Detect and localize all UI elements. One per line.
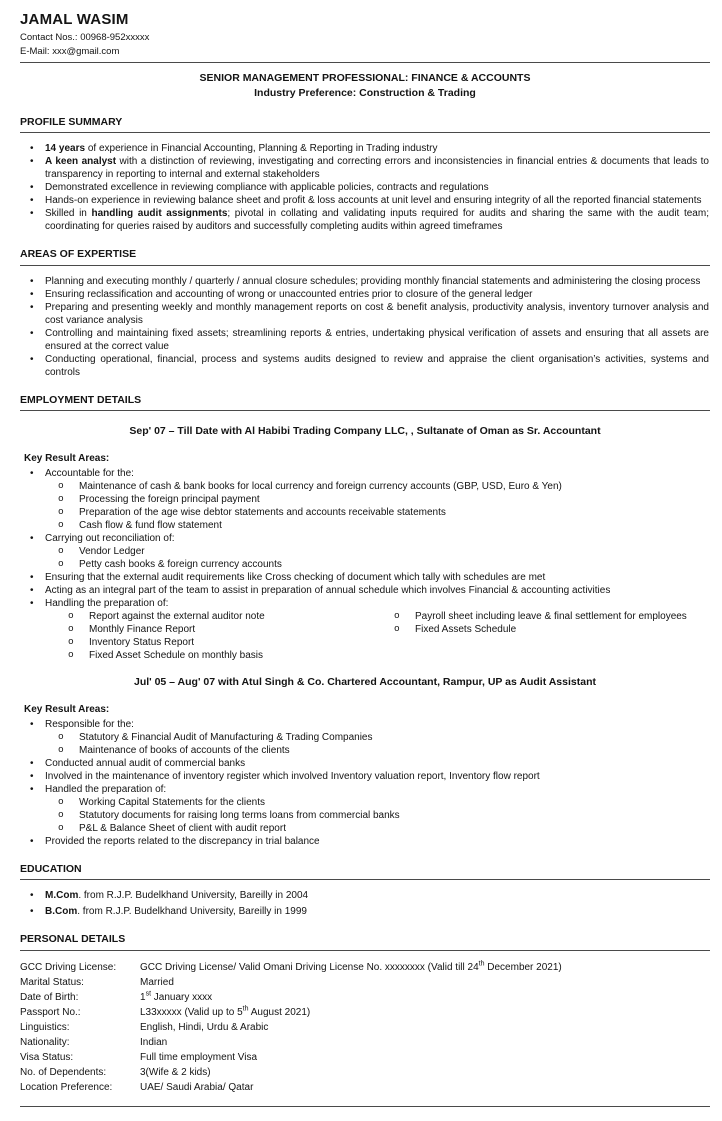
detail-value: L33xxxxx (Valid up to 5th August 2021) xyxy=(140,1005,311,1019)
bullet-circle-icon: o xyxy=(58,730,64,742)
bullet-dot-icon: • xyxy=(30,783,34,795)
bullet-circle-icon: o xyxy=(68,649,74,661)
expertise-item xyxy=(20,288,710,301)
bullet-text: Maintenance of cash & bank books for local currency and foreign currency accounts (GBP, USD, Euro & Yen) xyxy=(79,481,562,493)
bullet-text: Fixed Assets Schedule xyxy=(415,624,517,636)
bullet-text: Involved in the maintenance of inventory register which involved Inventory valuation report, Inventory flow report xyxy=(45,770,540,782)
bullet-dot-icon: • xyxy=(30,906,34,918)
bullet-text: Handling the preparation of: xyxy=(45,598,169,610)
section-heading-education: EDUCATION xyxy=(20,863,710,881)
job-duties-list xyxy=(20,718,710,848)
bullet-dot-icon: • xyxy=(30,275,34,287)
bullet-dot-icon: • xyxy=(30,835,34,847)
profile-summary-item xyxy=(20,155,710,181)
job-duty-item xyxy=(20,571,710,584)
education-item xyxy=(20,905,710,918)
bullet-circle-icon: o xyxy=(58,795,64,807)
bullet-dot-icon: • xyxy=(30,598,34,610)
job-duty-item xyxy=(20,584,710,597)
bullet-dot-icon: • xyxy=(30,301,34,313)
header xyxy=(20,10,710,58)
detail-value: 1st January xxxx xyxy=(140,990,213,1004)
bullet-circle-icon: o xyxy=(394,623,400,635)
job-entry xyxy=(20,676,710,848)
section-heading-employment-details: EMPLOYMENT DETAILS xyxy=(20,394,710,412)
detail-label: No. of Dependents: xyxy=(20,1067,107,1079)
detail-label: Visa Status: xyxy=(20,1052,74,1064)
personal-detail-row xyxy=(20,1021,710,1034)
section-profile-summary xyxy=(20,116,710,234)
bullet-text: Planning and executing monthly / quarterly / annual closure schedules; providing monthly financial statements and administering the closing process xyxy=(45,275,701,287)
bullet-text: Controlling and maintaining fixed assets; streamlining reports & entries, undertaking physical verification of assets and ensuring that all assets are ensured at the correct value xyxy=(45,327,709,352)
bullet-dot-icon: • xyxy=(30,718,34,730)
job-duty-subitem xyxy=(20,731,710,744)
job-duty-subitem xyxy=(20,558,710,571)
personal-detail-row xyxy=(20,1006,710,1019)
detail-value: English, Hindi, Urdu & Arabic xyxy=(140,1022,269,1034)
bullet-text: Maintenance of books of accounts of the clients xyxy=(79,744,290,756)
bullet-text: Petty cash books & foreign currency accounts xyxy=(79,559,282,571)
bullet-text: Ensuring reclassification and accounting of wrong or unaccounted entries prior to closure of the general ledger xyxy=(45,288,533,300)
bullet-text: Handled the preparation of: xyxy=(45,783,167,795)
bullet-text: Responsible for the: xyxy=(45,718,134,730)
section-heading-areas-of-expertise: AREAS OF EXPERTISE xyxy=(20,248,710,266)
bullet-dot-icon: • xyxy=(30,195,34,207)
detail-label: Location Preference: xyxy=(20,1082,113,1094)
job-duty-subitem xyxy=(20,545,710,558)
job-duty-subitem xyxy=(20,506,710,519)
contact-email: E-Mail: xxx@gmail.com xyxy=(20,45,120,57)
job-duty-subitem xyxy=(20,649,378,662)
expertise-item xyxy=(20,327,710,353)
expertise-item xyxy=(20,353,710,379)
bullet-text: Conducting operational, financial, process and systems audits designed to review and appraise the client organisation’s activities, systems and controls xyxy=(45,353,709,378)
bullet-dot-icon: • xyxy=(30,468,34,480)
contact-number: Contact Nos.: 00968-952xxxxx xyxy=(20,31,150,43)
job-duty-subitem xyxy=(378,623,710,636)
section-education xyxy=(20,863,710,919)
education-item xyxy=(20,889,710,902)
profile-summary-list xyxy=(20,142,710,233)
bullet-dot-icon: • xyxy=(30,182,34,194)
job-duty-subitem xyxy=(20,480,710,493)
sublist-column-left xyxy=(20,610,378,662)
bullet-text: Preparing and presenting weekly and monthly management reports on cost & benefit analysis, productivity analysis, inventory turnover analysis and cost variance analysis xyxy=(45,301,709,326)
bullet-circle-icon: o xyxy=(394,610,400,622)
bullet-text: Inventory Status Report xyxy=(89,637,195,649)
bullet-text: Vendor Ledger xyxy=(79,546,145,558)
bottom-divider xyxy=(20,1106,710,1107)
bullet-text: Fixed Asset Schedule on monthly basis xyxy=(89,650,263,662)
detail-label: Linguistics: xyxy=(20,1022,70,1034)
bullet-text: M.Com. from R.J.P. Budelkhand University, Bareilly in 2004 xyxy=(45,890,309,902)
bullet-circle-icon: o xyxy=(58,545,64,557)
job-duty-subitem xyxy=(20,822,710,835)
detail-value: UAE/ Saudi Arabia/ Qatar xyxy=(140,1082,254,1094)
bullet-text: Provided the reports related to the discrepancy in trial balance xyxy=(45,835,320,847)
bullet-text: P&L & Balance Sheet of client with audit report xyxy=(79,822,286,834)
bullet-dot-icon: • xyxy=(30,770,34,782)
key-result-areas-label: Key Result Areas: xyxy=(24,453,110,465)
detail-value: Indian xyxy=(140,1037,168,1049)
job-duties-list xyxy=(20,467,710,662)
job-duty-item xyxy=(20,718,710,731)
bullet-circle-icon: o xyxy=(58,493,64,505)
bullet-circle-icon: o xyxy=(58,480,64,492)
candidate-name: JAMAL WASIM xyxy=(20,11,129,28)
section-heading-profile-summary: PROFILE SUMMARY xyxy=(20,116,710,134)
job-duty-item xyxy=(20,757,710,770)
job-title: Sep' 07 – Till Date with Al Habibi Trading Company LLC, , Sultanate of Oman as Sr. Accountant xyxy=(129,425,601,438)
personal-detail-row xyxy=(20,961,710,974)
bullet-text: Cash flow & fund flow statement xyxy=(79,520,222,532)
job-duty-subitem xyxy=(20,519,710,532)
bullet-dot-icon: • xyxy=(30,288,34,300)
job-duty-item xyxy=(20,783,710,796)
personal-detail-row xyxy=(20,1051,710,1064)
bullet-circle-icon: o xyxy=(68,636,74,648)
job-duty-subitem xyxy=(20,493,710,506)
profile-summary-item xyxy=(20,207,710,233)
personal-detail-row xyxy=(20,1036,710,1049)
job-duty-item xyxy=(20,467,710,480)
bullet-circle-icon: o xyxy=(58,506,64,518)
job-title: Jul' 05 – Aug' 07 with Atul Singh & Co. Chartered Accountant, Rampur, UP as Audit Assistant xyxy=(133,676,596,689)
section-employment-details xyxy=(20,394,710,848)
detail-label: Nationality: xyxy=(20,1037,70,1049)
job-duty-item xyxy=(20,835,710,848)
bullet-circle-icon: o xyxy=(68,610,74,622)
job-duty-subitem xyxy=(20,636,378,649)
detail-value: Married xyxy=(140,977,174,989)
detail-value: Full time employment Visa xyxy=(140,1052,258,1064)
bullet-dot-icon: • xyxy=(30,572,34,584)
bullet-text: Statutory documents for raising long terms loans from commercial banks xyxy=(79,809,400,821)
areas-of-expertise-list xyxy=(20,275,710,379)
bullet-dot-icon: • xyxy=(30,533,34,545)
bullet-text: Accountable for the: xyxy=(45,468,134,480)
bullet-dot-icon: • xyxy=(30,327,34,339)
bullet-circle-icon: o xyxy=(58,743,64,755)
bullet-circle-icon: o xyxy=(68,623,74,635)
expertise-item xyxy=(20,301,710,327)
section-personal-details xyxy=(20,933,710,1107)
bullet-text: Payroll sheet including leave & final settlement for employees xyxy=(415,611,687,623)
personal-detail-row xyxy=(20,976,710,989)
bullet-dot-icon: • xyxy=(30,143,34,155)
bullet-text: 14 years of experience in Financial Accounting, Planning & Reporting in Trading industry xyxy=(45,143,438,155)
detail-label: Marital Status: xyxy=(20,977,84,989)
job-duty-item xyxy=(20,597,710,610)
key-result-areas-label: Key Result Areas: xyxy=(24,703,110,715)
detail-value: 3(Wife & 2 kids) xyxy=(140,1067,211,1079)
expertise-item xyxy=(20,275,710,288)
bullet-dot-icon: • xyxy=(30,208,34,220)
job-duty-subitem xyxy=(20,809,710,822)
title-block xyxy=(20,71,710,100)
detail-label: Passport No.: xyxy=(20,1007,81,1019)
bullet-text: Acting as an integral part of the team to assist in preparation of annual schedule which involves Financial & accounting activities xyxy=(45,585,611,597)
job-duty-subitem xyxy=(378,610,710,623)
detail-label: Date of Birth: xyxy=(20,992,79,1004)
job-duty-item xyxy=(20,532,710,545)
bullet-circle-icon: o xyxy=(58,808,64,820)
bullet-dot-icon: • xyxy=(30,585,34,597)
personal-details-table xyxy=(20,961,710,1094)
job-duty-subitem xyxy=(20,744,710,757)
section-heading-personal-details: PERSONAL DETAILS xyxy=(20,933,710,951)
sublist-column-right xyxy=(378,610,710,636)
bullet-text: Working Capital Statements for the clients xyxy=(79,796,266,808)
bullet-circle-icon: o xyxy=(58,821,64,833)
bullet-text: Ensuring that the external audit requirements like Cross checking of document which tally with schedules are met xyxy=(45,572,546,584)
header-divider xyxy=(20,62,710,63)
personal-detail-row xyxy=(20,991,710,1004)
bullet-dot-icon: • xyxy=(30,757,34,769)
jobs-container xyxy=(20,425,710,847)
professional-title: SENIOR MANAGEMENT PROFESSIONAL: FINANCE & ACCOUNTS xyxy=(199,72,531,85)
job-duty-subitem xyxy=(20,610,378,623)
bullet-text: Carrying out reconciliation of: xyxy=(45,533,175,545)
section-areas-of-expertise xyxy=(20,248,710,379)
bullet-dot-icon: • xyxy=(30,353,34,365)
personal-detail-row xyxy=(20,1066,710,1079)
bullet-text: Report against the external auditor note xyxy=(89,611,265,623)
bullet-text: Statutory & Financial Audit of Manufacturing & Trading Companies xyxy=(79,731,373,743)
detail-value: GCC Driving License/ Valid Omani Driving License No. xxxxxxxx (Valid till 24th December 2021) xyxy=(140,960,562,974)
bullet-text: Processing the foreign principal payment xyxy=(79,494,260,506)
bullet-dot-icon: • xyxy=(30,156,34,168)
education-list xyxy=(20,889,710,918)
profile-summary-item xyxy=(20,181,710,194)
profile-summary-item xyxy=(20,194,710,207)
bullet-dot-icon: • xyxy=(30,890,34,902)
bullet-text: Hands-on experience in reviewing balance sheet and profit & loss accounts at unit level and ensuring integrity of all the reported financial statements xyxy=(45,195,702,207)
job-duty-subitem xyxy=(20,623,378,636)
detail-label: GCC Driving License: xyxy=(20,962,117,974)
personal-detail-row xyxy=(20,1081,710,1094)
job-duty-item xyxy=(20,770,710,783)
bullet-text: Conducted annual audit of commercial banks xyxy=(45,757,246,769)
bullet-text: Monthly Finance Report xyxy=(89,624,196,636)
bullet-circle-icon: o xyxy=(58,519,64,531)
bullet-text: A keen analyst with a distinction of reviewing, investigating and correcting errors and inconsistencies in financial entries & documents that leads to transparency in reporting to internal and external stakeholders xyxy=(45,156,709,181)
bullet-text: Demonstrated excellence in reviewing compliance with applicable policies, contracts and regulations xyxy=(45,182,489,194)
job-entry xyxy=(20,425,710,662)
bullet-text: Preparation of the age wise debtor statements and accounts receivable statements xyxy=(79,507,446,519)
bullet-text: B.Com. from R.J.P. Budelkhand University, Bareilly in 1999 xyxy=(45,906,307,918)
bullet-text: Skilled in handling audit assignments; pivotal in collating and validating inputs required for audits and sharing the same with the audit team; coordinating for queries raised by auditors and successfully completing audits within agreed timeframes xyxy=(45,208,709,233)
industry-preference: Industry Preference: Construction & Trading xyxy=(254,86,476,99)
bullet-circle-icon: o xyxy=(58,558,64,570)
profile-summary-item xyxy=(20,142,710,155)
job-duty-subitem xyxy=(20,796,710,809)
two-column-sublist xyxy=(20,610,710,662)
